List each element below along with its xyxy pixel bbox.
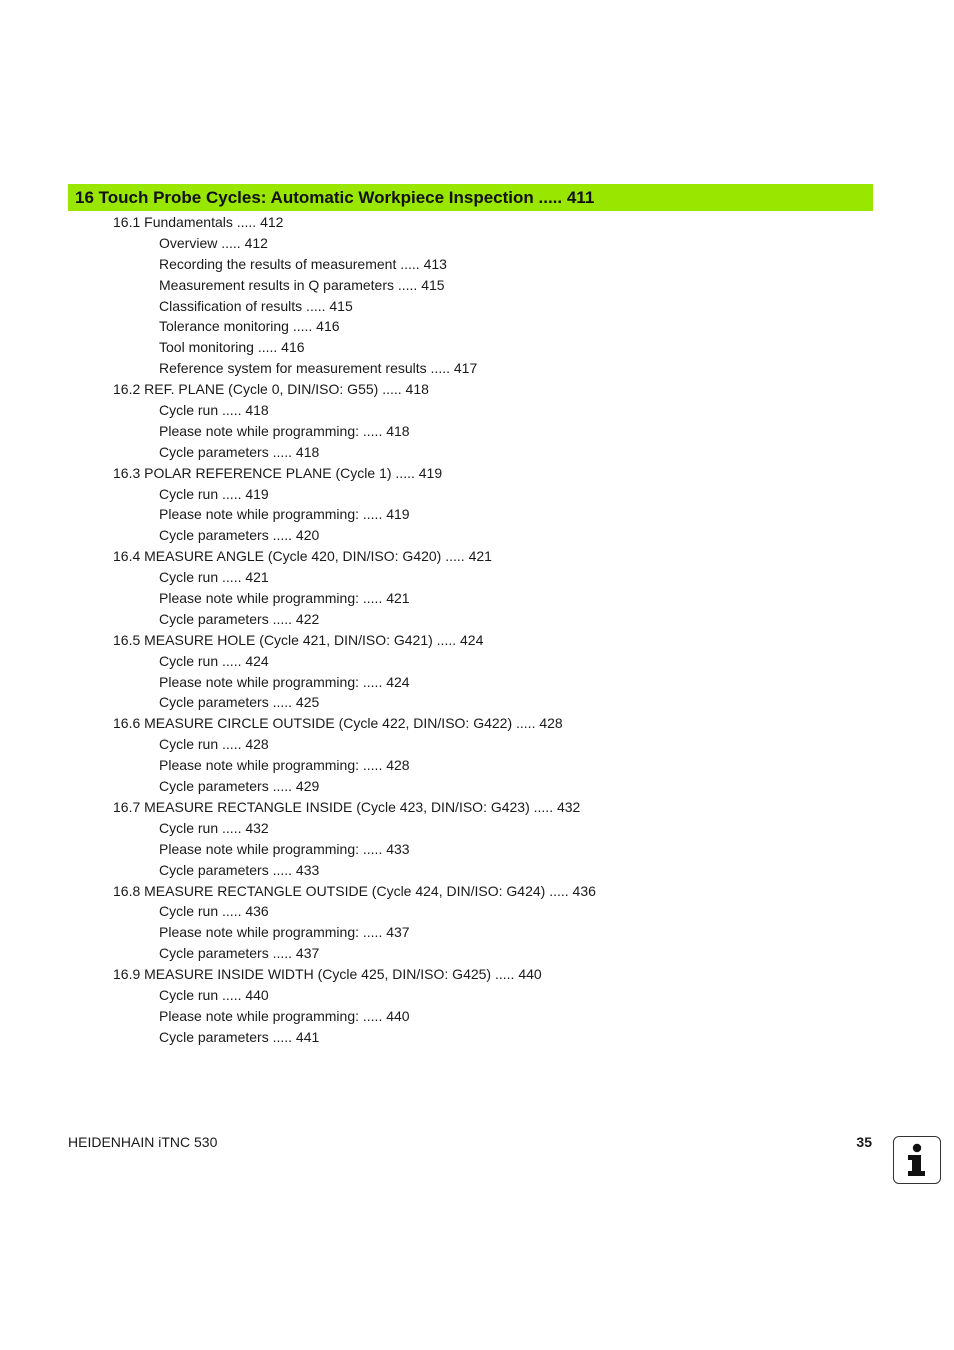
toc-section-entry: 16.1 Fundamentals ..... 412 <box>113 214 284 230</box>
toc-subsection-entry: Please note while programming: ..... 428 <box>159 757 410 774</box>
toc-section-entry: 16.2 REF. PLANE (Cycle 0, DIN/ISO: G55) ..... 418 <box>113 381 429 398</box>
toc-subsection-entry: Cycle run ..... 428 <box>159 736 269 753</box>
toc-subsection-entry: Classification of results ..... 415 <box>159 297 353 314</box>
toc-subsection-entry: Please note while programming: ..... 437 <box>159 924 410 941</box>
info-icon <box>893 1136 941 1184</box>
toc-subsection-entry: Cycle run ..... 424 <box>159 652 269 669</box>
toc-subsection-entry: Recording the results of measurement ..... 413 <box>159 255 447 272</box>
toc-subsection-entry: Cycle run ..... 418 <box>159 402 269 419</box>
toc-section-entry: 16.3 POLAR REFERENCE PLANE (Cycle 1) ..... 419 <box>113 464 443 481</box>
toc-subsection-entry: Please note while programming: ..... 440 <box>159 1007 410 1024</box>
toc-subsection-entry: Please note while programming: ..... 421 <box>159 590 410 607</box>
toc-subsection-entry: Please note while programming: ..... 424 <box>159 673 410 690</box>
page-number: 35 <box>856 1134 872 1150</box>
toc-section-entry: 16.4 MEASURE ANGLE (Cycle 420, DIN/ISO: G420) ..... 421 <box>113 548 492 565</box>
toc-section-entry: 16.6 MEASURE CIRCLE OUTSIDE (Cycle 422, DIN/ISO: G422) ..... 428 <box>113 715 563 732</box>
toc-subsection-entry: Please note while programming: ..... 433 <box>159 840 410 857</box>
toc-subsection-entry: Tolerance monitoring ..... 416 <box>159 318 340 335</box>
chapter-heading: 16 Touch Probe Cycles: Automatic Workpiece Inspection ..... 411 <box>68 184 873 211</box>
toc-subsection-entry: Cycle parameters ..... 420 <box>159 527 320 544</box>
toc-section-entry: 16.8 MEASURE RECTANGLE OUTSIDE (Cycle 424, DIN/ISO: G424) ..... 436 <box>113 882 596 899</box>
toc-subsection-entry: Cycle parameters ..... 422 <box>159 610 320 627</box>
toc-subsection-entry: Measurement results in Q parameters ..... 415 <box>159 276 445 293</box>
toc-section-entry: 16.7 MEASURE RECTANGLE INSIDE (Cycle 423, DIN/ISO: G423) ..... 432 <box>113 798 581 815</box>
toc-subsection-entry: Please note while programming: ..... 419 <box>159 506 410 523</box>
table-of-contents <box>0 212 954 1048</box>
toc-subsection-entry: Tool monitoring ..... 416 <box>159 339 305 356</box>
toc-subsection-entry: Cycle parameters ..... 418 <box>159 443 320 460</box>
toc-subsection-entry: Cycle parameters ..... 425 <box>159 694 320 711</box>
toc-subsection-entry: Overview ..... 412 <box>159 234 268 251</box>
toc-subsection-entry: Cycle run ..... 421 <box>159 569 269 586</box>
toc-subsection-entry: Cycle parameters ..... 433 <box>159 861 320 878</box>
toc-subsection-entry: Please note while programming: ..... 418 <box>159 422 410 439</box>
toc-subsection-entry: Cycle parameters ..... 429 <box>159 778 320 795</box>
toc-subsection-entry: Cycle parameters ..... 437 <box>159 945 320 962</box>
toc-subsection-entry: Cycle run ..... 432 <box>159 819 269 836</box>
toc-section-entry: 16.9 MEASURE INSIDE WIDTH (Cycle 425, DIN/ISO: G425) ..... 440 <box>113 966 542 983</box>
toc-subsection-entry: Cycle run ..... 440 <box>159 986 269 1003</box>
toc-subsection-entry: Cycle run ..... 436 <box>159 903 269 920</box>
toc-section-entry: 16.5 MEASURE HOLE (Cycle 421, DIN/ISO: G421) ..... 424 <box>113 631 484 648</box>
footer-product-name: HEIDENHAIN iTNC 530 <box>68 1134 218 1150</box>
toc-subsection-entry: Cycle parameters ..... 441 <box>159 1028 320 1045</box>
toc-subsection-entry: Cycle run ..... 419 <box>159 485 269 502</box>
toc-subsection-entry: Reference system for measurement results ..... 417 <box>159 360 478 377</box>
